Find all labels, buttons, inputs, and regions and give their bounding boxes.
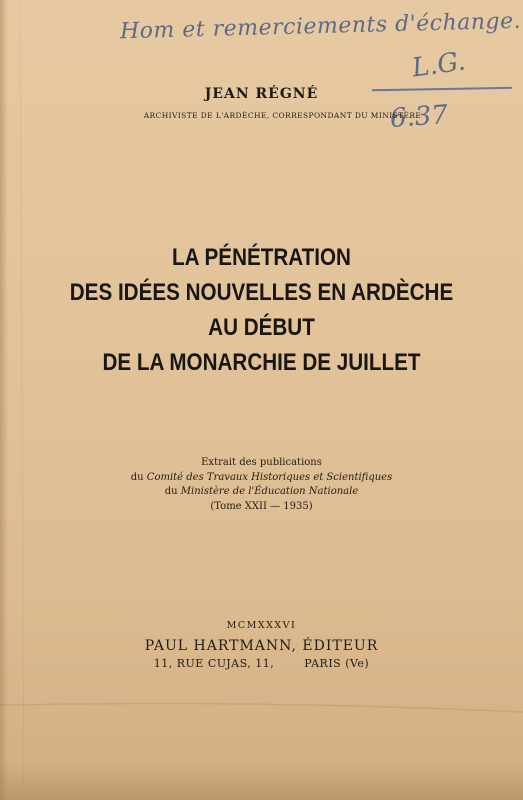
publisher-block (0, 620, 523, 670)
publication-year: MCMXXXVI (226, 620, 297, 631)
extract-line-3 (0, 485, 523, 500)
publisher-address-line (0, 657, 523, 670)
extract-line-2 (0, 471, 523, 486)
extract-line-4: (Tome XXII — 1935) (210, 500, 313, 512)
handwritten-date: 6.37 (389, 100, 449, 134)
author-name: JEAN RÉGNÉ (204, 86, 319, 102)
extract-line-3-italic: Ministère de l'Éducation Nationale (180, 486, 359, 497)
handwritten-initials: L.G. (410, 46, 468, 84)
author-affiliation: ARCHIVISTE DE L'ARDÈCHE, CORRESPONDANT DU MINISTÈRE (143, 111, 422, 120)
title-line-2: DES IDÉES NOUVELLES EN ARDÈCHE (69, 279, 454, 306)
publisher-city: PARIS (Ve) (304, 657, 370, 670)
extract-line-3-prefix: du (164, 486, 178, 497)
handwritten-dedication: Hom et remerciements d'échange. (119, 8, 522, 45)
publisher-address: 11, RUE CUJAS, 11, (153, 657, 275, 670)
page-bottom-shadow (0, 760, 523, 800)
extract-line-2-prefix: du (130, 471, 144, 483)
extract-line-2-italic: Comité des Travaux Historiques et Scientifiques (146, 471, 393, 483)
extract-notice (0, 456, 523, 514)
extract-line-1: Extrait des publications (201, 457, 322, 468)
page-edge-shadow (0, 0, 8, 800)
title-line-1: LA PÉNÉTRATION (172, 244, 351, 271)
publisher-name: PAUL HARTMANN, ÉDITEUR (144, 638, 379, 654)
document-title (37, 240, 487, 380)
title-line-3: AU DÉBUT (208, 314, 315, 341)
title-line-4: DE LA MONARCHIE DE JUILLET (102, 349, 421, 376)
